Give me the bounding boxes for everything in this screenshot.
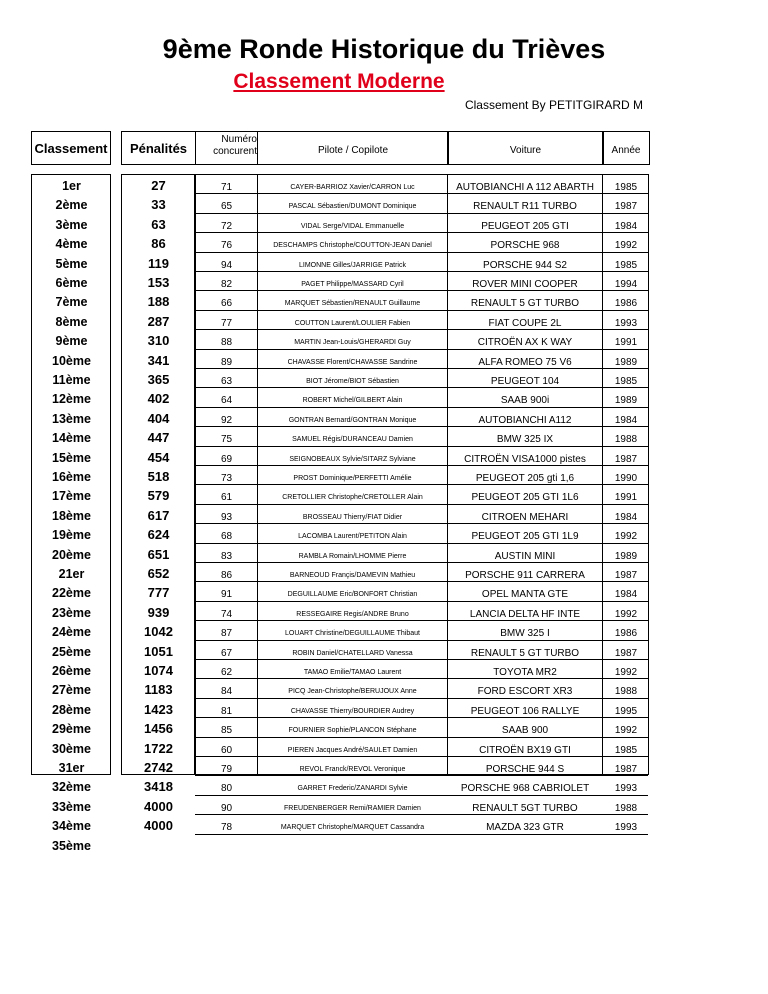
pilot-cell: DEGUILLAUME Eric/BONFORT Christian <box>287 591 418 599</box>
penalty-cell: 1183 <box>144 682 173 698</box>
number-cell: 83 <box>220 550 233 562</box>
year-cell: 1993 <box>614 317 638 329</box>
pilot-cell: PIEREN Jacques André/SAULET Damien <box>287 746 418 754</box>
rank-cell: 26ème <box>52 664 91 678</box>
number-cell: 65 <box>220 201 233 213</box>
number-cell: 85 <box>220 725 233 737</box>
car-cell: PEUGEOT 106 RALLYE <box>470 705 580 717</box>
number-cell: 93 <box>220 511 233 523</box>
number-cell: 68 <box>220 531 233 543</box>
year-cell: 1994 <box>614 279 638 290</box>
number-cell: 80 <box>220 783 233 795</box>
penalty-cell: 1423 <box>144 701 173 717</box>
header-classement-label: Classement <box>34 141 108 156</box>
number-cell: 91 <box>220 589 233 601</box>
pilot-cell: PASCAL Sébastien/DUMONT Dominique <box>288 203 417 211</box>
pilot-cell: GONTRAN Bernard/GONTRAN Monique <box>288 416 417 424</box>
number-cell: 89 <box>220 356 233 368</box>
car-cell: FORD ESCORT XR3 <box>477 686 573 698</box>
pilot-cell: CHAVASSE Florent/CHAVASSE Sandrine <box>287 358 418 366</box>
pilot-cell: COUTTON Laurent/LOULIER Fabien <box>294 319 411 327</box>
header-pilote-label: Pilote / Copilote <box>317 145 389 156</box>
rank-cell: 10ème <box>52 353 91 368</box>
pilot-cell: CAYER-BARRIOZ Xavier/CARRON Luc <box>290 184 415 191</box>
rank-cell: 5ème <box>55 256 88 271</box>
rank-cell: 33ème <box>52 799 91 814</box>
rank-cell: 8ème <box>55 314 88 329</box>
penalty-cell: 447 <box>147 430 170 446</box>
rank-cell: 12ème <box>52 392 91 407</box>
pilot-cell: MARTIN Jean-Louis/GHERARDI Guy <box>294 339 411 347</box>
car-cell: OPEL MANTA GTE <box>481 589 569 601</box>
car-cell: ROVER MINI COOPER <box>472 279 578 290</box>
penalty-cell: 3418 <box>144 779 173 795</box>
rank-cell: 18ème <box>52 508 91 523</box>
pilot-cell: PROST Dominique/PERFETTI Amélie <box>293 475 412 482</box>
car-cell: TOYOTA MR2 <box>493 667 557 678</box>
car-cell: PORSCHE 944 S2 <box>483 259 567 271</box>
car-cell: RENAULT 5 GT TURBO <box>470 298 580 310</box>
penalty-cell: 1051 <box>144 643 173 659</box>
number-cell: 82 <box>220 279 233 290</box>
rank-cell: 2ème <box>55 198 88 213</box>
car-cell: PEUGEOT 205 GTI <box>481 220 569 232</box>
pilot-cell: SAMUEL Régis/DURANCEAU Damien <box>292 436 413 444</box>
penalty-cell: 63 <box>151 216 166 232</box>
year-cell: 1992 <box>614 667 638 678</box>
year-cell: 1987 <box>614 764 638 775</box>
penalty-cell: 404 <box>147 410 170 426</box>
header-pilote <box>257 131 449 165</box>
number-cell: 66 <box>220 298 233 310</box>
car-cell: SAAB 900i <box>500 395 550 407</box>
table-row <box>195 835 648 854</box>
car-cell: MAZDA 323 GTR <box>486 822 564 834</box>
car-cell: PORSCHE 968 CABRIOLET <box>460 783 590 795</box>
penalty-cell: 1074 <box>144 663 173 678</box>
penalty-cell: 153 <box>147 275 170 290</box>
year-cell: 1991 <box>614 492 638 504</box>
car-cell: SAAB 900 <box>501 725 549 737</box>
header-penalites <box>121 131 196 165</box>
number-cell: 60 <box>220 744 233 756</box>
car-cell: AUTOBIANCHI A112 <box>478 414 572 426</box>
number-cell: 90 <box>220 802 233 814</box>
year-cell: 1989 <box>614 395 638 407</box>
number-cell: 77 <box>220 317 233 329</box>
car-cell: PEUGEOT 104 <box>490 376 560 387</box>
penalty-cell: 617 <box>147 507 170 523</box>
rank-cell: 27ème <box>52 683 91 698</box>
header-penalites-label: Pénalités <box>129 141 188 156</box>
pilot-cell: REVOL Franck/REVOL Veronique <box>299 766 406 773</box>
number-cell: 84 <box>220 686 233 698</box>
header-numero-line2: concurent <box>213 146 257 157</box>
rank-cell: 21er <box>58 567 85 581</box>
rank-cell: 11ème <box>52 373 91 387</box>
penalty-cell: 402 <box>147 391 170 407</box>
year-cell: 1987 <box>614 453 638 465</box>
pilot-cell: MARQUET Christophe/MARQUET Cassandra <box>280 824 425 832</box>
penalty-cell: 365 <box>147 372 170 387</box>
rank-cell: 1er <box>62 179 81 193</box>
pilot-cell: ROBERT Michel/GILBERT Alain <box>302 397 403 405</box>
rank-cell: 6ème <box>55 276 88 290</box>
page-title: 9ème Ronde Historique du Trièves <box>162 34 606 64</box>
number-cell: 75 <box>220 434 233 446</box>
rank-cell: 9ème <box>55 334 88 349</box>
penalty-cell: 777 <box>147 585 170 601</box>
number-cell: 74 <box>220 608 233 620</box>
year-cell: 1985 <box>614 259 638 271</box>
year-cell: 1993 <box>614 822 638 834</box>
penalty-cell: 1042 <box>144 624 173 640</box>
pilot-cell: LOUART Christine/DEGUILLAUME Thibaut <box>285 630 420 638</box>
number-cell: 63 <box>220 376 233 387</box>
rank-cell: 30ème <box>52 741 91 756</box>
year-cell: 1986 <box>614 628 638 640</box>
penalty-cell: 1456 <box>144 721 173 737</box>
penalty-cell: 454 <box>147 449 170 465</box>
pilot-cell: BROSSEAU Thierry/FIAT Didier <box>302 513 403 521</box>
year-cell: 1985 <box>614 744 638 756</box>
year-cell: 1987 <box>614 647 638 659</box>
rank-cell: 20ème <box>52 547 91 562</box>
year-cell: 1987 <box>614 570 638 581</box>
rank-cell: 4ème <box>55 237 88 252</box>
rank-cell: 31er <box>58 761 85 775</box>
rank-cell: 25ème <box>52 644 91 659</box>
number-cell: 62 <box>220 667 233 678</box>
rank-cell: 3ème <box>55 217 88 232</box>
pilot-cell: ROBIN Daniel/CHATELLARD Vanessa <box>292 649 413 657</box>
car-cell: AUSTIN MINI <box>494 550 556 562</box>
car-cell: CITROËN AX K WAY <box>477 337 573 349</box>
number-cell: 73 <box>220 473 233 484</box>
car-cell: PEUGEOT 205 GTI 1L9 <box>471 531 579 543</box>
year-cell: 1988 <box>614 686 638 698</box>
year-cell: 1984 <box>614 589 638 601</box>
year-cell: 1992 <box>614 725 638 737</box>
pilot-cell: DESCHAMPS Christophe/COUTTON-JEAN Daniel <box>273 242 432 250</box>
pilot-cell: RAMBLA Romain/LHOMME Pierre <box>298 552 407 560</box>
rank-cell: 28ème <box>52 702 91 717</box>
car-cell: RENAULT R11 TURBO <box>473 201 577 213</box>
year-cell: 1991 <box>614 337 638 349</box>
car-cell: PEUGEOT 205 gti 1,6 <box>475 473 575 484</box>
car-cell: CITROËN VISA1000 pistes <box>464 453 586 465</box>
rank-cell: 14ème <box>52 431 91 446</box>
penalty-cell: 579 <box>147 488 170 504</box>
number-cell: 72 <box>220 220 233 232</box>
year-cell: 1988 <box>614 434 638 446</box>
year-cell: 1995 <box>614 705 638 717</box>
year-cell: 1990 <box>614 473 638 484</box>
car-cell: FIAT COUPE 2L <box>488 317 562 329</box>
penalty-cell: 2742 <box>144 760 173 775</box>
number-cell: 86 <box>220 570 233 581</box>
number-cell: 88 <box>220 337 233 349</box>
rank-cell: 35ème <box>52 838 91 853</box>
year-cell: 1992 <box>614 608 638 620</box>
rank-cell: 29ème <box>52 722 91 737</box>
pilot-cell: VIDAL Serge/VIDAL Emmanuelle <box>300 222 405 230</box>
header-classement <box>31 131 111 165</box>
penalty-cell: 1722 <box>144 740 173 756</box>
car-cell: BMW 325 I <box>500 628 550 640</box>
header-voiture-label: Voiture <box>509 145 542 156</box>
penalty-cell: 624 <box>147 527 170 543</box>
car-cell: AUTOBIANCHI A 112 ABARTH <box>456 182 594 193</box>
page-subtitle: Classement Moderne <box>233 70 445 93</box>
pilot-cell: CRETOLLIER Christophe/CRETOLLER Alain <box>282 494 423 502</box>
author-credit: Classement By PETITGIRARD M <box>464 98 643 112</box>
pilot-cell: BARNEOUD Françis/DAMEVIN Mathieu <box>289 572 416 579</box>
car-cell: PORSCHE 944 S <box>485 764 565 775</box>
penalty-cell: 4000 <box>144 798 173 814</box>
pilot-cell: PAGET Philippe/MASSARD Cyril <box>301 281 404 288</box>
year-cell: 1989 <box>614 550 638 562</box>
year-cell: 1986 <box>614 298 638 310</box>
year-cell: 1993 <box>614 783 638 795</box>
car-cell: LANCIA DELTA HF INTE <box>469 608 581 620</box>
pilot-cell: BIOT Jérome/BIOT Sébastien <box>306 378 399 385</box>
penalty-cell: 341 <box>147 352 170 368</box>
number-cell: 76 <box>220 240 233 252</box>
pilot-cell: FOURNIER Sophie/PLANCON Stéphane <box>288 727 417 735</box>
rank-cell: 32ème <box>52 780 91 795</box>
year-cell: 1985 <box>614 376 638 387</box>
pilot-cell: SEIGNOBEAUX Sylvie/SITARZ Sylviane <box>289 455 416 463</box>
header-voiture <box>447 131 604 165</box>
rank-cell: 23ème <box>52 605 91 620</box>
year-cell: 1992 <box>614 240 638 252</box>
penalty-cell: 518 <box>147 469 170 484</box>
penalty-cell: 287 <box>147 313 170 329</box>
number-cell: 92 <box>220 414 233 426</box>
number-cell: 87 <box>220 628 233 640</box>
penalty-cell: 33 <box>151 197 166 213</box>
number-cell: 64 <box>220 395 233 407</box>
penalty-cell: 119 <box>148 255 169 271</box>
pilot-cell: CHAVASSE Thierry/BOURDIER Audrey <box>290 707 415 715</box>
year-cell: 1985 <box>614 182 638 193</box>
number-cell: 94 <box>220 259 233 271</box>
pilot-cell: PICQ Jean-Christophe/BERUJOUX Anne <box>288 688 417 696</box>
car-cell: PEUGEOT 205 GTI 1L6 <box>471 492 579 504</box>
rank-cell: 22ème <box>52 586 91 601</box>
car-cell: RENAULT 5GT TURBO <box>472 802 578 814</box>
car-cell: ALFA ROMEO 75 V6 <box>478 356 572 368</box>
year-cell: 1989 <box>614 356 638 368</box>
rank-cell: 24ème <box>52 625 91 640</box>
number-cell: 81 <box>220 705 233 717</box>
number-cell: 71 <box>220 182 233 193</box>
year-cell: 1984 <box>614 511 638 523</box>
penalty-cell: 4000 <box>144 818 173 834</box>
penalty-cell: 652 <box>147 566 170 581</box>
number-cell: 78 <box>220 822 233 834</box>
year-cell: 1992 <box>614 531 638 543</box>
penalty-cell: 939 <box>147 604 170 620</box>
car-cell: CITROËN BX19 GTI <box>479 744 571 756</box>
number-cell: 67 <box>220 647 233 659</box>
penalty-cell: 651 <box>147 546 170 562</box>
header-numero-line1: Numéro <box>221 134 257 145</box>
car-cell: BMW 325 IX <box>496 434 554 446</box>
rank-cell: 13ème <box>52 411 91 426</box>
pilot-cell: GARRET Frederic/ZANARDI Sylvie <box>297 785 408 793</box>
rank-cell: 15ème <box>52 450 91 465</box>
pilot-cell: RESSEGAIRE Regis/ANDRE Bruno <box>296 610 409 618</box>
penalty-cell: 188 <box>147 294 170 310</box>
car-cell: PORSCHE 968 <box>490 240 560 252</box>
penalty-cell: 86 <box>151 236 166 252</box>
year-cell: 1987 <box>614 201 638 213</box>
car-cell: RENAULT 5 GT TURBO <box>470 647 580 659</box>
number-cell: 61 <box>220 492 233 504</box>
rank-cell: 16ème <box>52 470 91 484</box>
rank-cell: 19ème <box>52 528 91 543</box>
year-cell: 1984 <box>614 220 638 232</box>
penalty-cell: 27 <box>151 178 166 193</box>
pilot-cell: FREUDENBERGER Remi/RAMIER Damien <box>284 804 421 812</box>
header-annee-label: Année <box>611 145 641 156</box>
pilot-cell: TAMAO Emilie/TAMAO Laurent <box>303 669 402 676</box>
pilot-cell: LACOMBA Laurent/PETITON Alain <box>298 533 407 541</box>
rank-cell: 17ème <box>52 489 91 504</box>
year-cell: 1984 <box>614 414 638 426</box>
number-cell: 79 <box>220 764 233 775</box>
rank-cell: 7ème <box>55 295 88 310</box>
rank-cell: 34ème <box>52 819 91 834</box>
car-cell: CITROEN MEHARI <box>481 511 569 523</box>
pilot-cell: LIMONNE Gilles/JARRIGE Patrick <box>299 261 406 269</box>
number-cell: 69 <box>220 453 233 465</box>
car-cell: PORSCHE 911 CARRERA <box>465 570 585 581</box>
year-cell: 1988 <box>614 802 638 814</box>
header-numero <box>195 131 258 165</box>
penalty-cell: 310 <box>147 333 170 349</box>
header-annee <box>602 131 650 165</box>
pilot-cell: MARQUET Sébastien/RENAULT Guillaume <box>284 300 421 308</box>
